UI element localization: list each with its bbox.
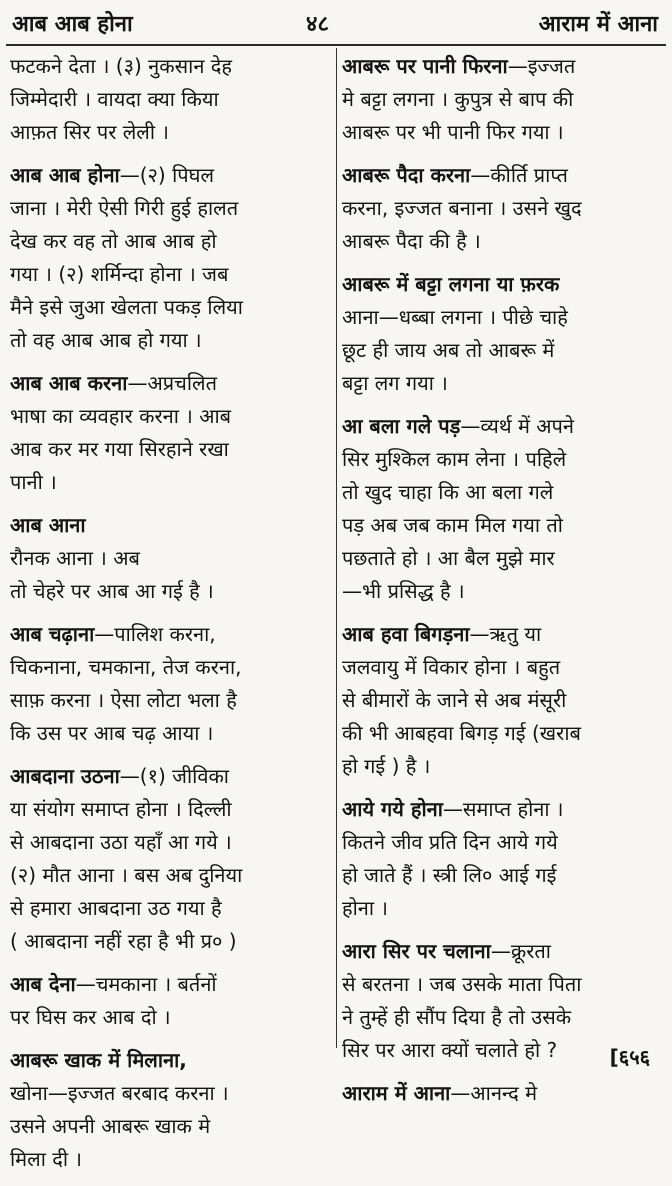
dictionary-entry	[342, 268, 662, 400]
definition-line: से बीमारों के जाने से अब मंसूरी	[342, 688, 567, 712]
definition-line: आबरू पर भी पानी फिर गया ।	[342, 120, 564, 144]
definition-line: से आबदाना उठा यहाँ आ गये ।	[10, 830, 232, 854]
dictionary-entry	[10, 367, 324, 499]
page-number: ४८	[306, 12, 329, 37]
definition-line: से बरतना । जब उसके माता पिता	[342, 972, 582, 996]
definition-line: की भी आबहवा बिगड़ गई (खराब	[342, 721, 581, 745]
right-column	[342, 50, 662, 1120]
definition-line: हो गई ) है ।	[342, 754, 431, 778]
definition-line: तो खुद चाहा कि आ बला गले	[342, 480, 554, 504]
headword: आब आना	[10, 513, 86, 537]
dictionary-entry	[342, 618, 662, 783]
definition-text: —क्रूरता	[490, 939, 551, 963]
definition-line: जाना । मेरी ऐसी गिरी हुई हालत	[10, 196, 239, 220]
entry-first-line	[342, 1077, 662, 1110]
entry-first-line	[342, 159, 662, 192]
definition-text: —पालिश करना,	[94, 622, 216, 646]
column-divider	[336, 48, 337, 1048]
dictionary-entry	[10, 618, 324, 750]
definition-text: —ऋतु या	[469, 622, 542, 646]
definition-line: आब कर मर गया सिरहाने रखा	[10, 437, 229, 461]
definition-line: देख कर वह तो आब आब हो	[10, 229, 217, 253]
definition-line: से हमारा आबदाना उठ गया है	[10, 896, 222, 920]
headword: आबदाना उठना	[10, 764, 120, 788]
definition-text: —समाप्त होना ।	[442, 797, 564, 821]
headword: आबरू पैदा करना	[342, 163, 471, 187]
headword: आ बला गले पड़	[342, 414, 461, 438]
footer-mark: [६५६	[609, 1045, 650, 1069]
entry-first-line	[10, 968, 324, 1001]
definition-line: उसने अपनी आबरू खाक मे	[10, 1114, 211, 1138]
dictionary-entry	[342, 159, 662, 258]
dictionary-entry	[342, 410, 662, 608]
definition-line: हो जाते हैं । स्त्री लि० आई गई	[342, 863, 557, 887]
definition-line: मैने इसे जुआ खेलता पकड़ लिया	[10, 295, 243, 319]
headword: आये गये होना	[342, 797, 443, 821]
entry-first-line	[342, 268, 662, 301]
definition-line: आबरू पैदा की है ।	[342, 229, 481, 253]
header-rule	[6, 44, 666, 46]
entry-first-line	[10, 1044, 324, 1077]
definition-line: ( आबदाना नहीं रहा है भी प्र० )	[10, 929, 237, 953]
definition-line: छूट ही जाय अब तो आबरू में	[342, 338, 555, 362]
definition-line: मे बट्टा लगना । कुपुत्र से बाप की	[342, 87, 574, 111]
definition-line: —भी प्रसिद्ध है ।	[342, 579, 465, 603]
definition-line: मिला दी ।	[10, 1147, 82, 1171]
definition-line: करना, इज्जत बनाना । उसने खुद	[342, 196, 582, 220]
dictionary-entry	[342, 793, 662, 925]
headword: आब देना	[10, 972, 76, 996]
headword: आब आब करना	[10, 371, 128, 395]
definition-line: सिर मुश्किल काम लेना । पहिले	[342, 447, 567, 471]
running-head-right: आराम में आना	[538, 12, 658, 37]
dictionary-entry	[10, 159, 324, 357]
dictionary-entry	[342, 1077, 662, 1110]
definition-line: ने तुम्हें ही सौंप दिया है तो उसके	[342, 1005, 572, 1029]
definition-line: कि उस पर आब चढ़ आया ।	[10, 721, 214, 745]
definition-text: —चमकाना । बर्तनों	[75, 972, 217, 996]
definition-text: —अप्रचलित	[127, 371, 217, 395]
entry-first-line	[342, 50, 662, 83]
definition-line: (२) मौत आना । बस अब दुनिया	[10, 863, 243, 887]
entry-first-line	[342, 618, 662, 651]
left-column	[10, 50, 324, 1186]
definition-line: पड़ अब जब काम मिल गया तो	[342, 513, 563, 537]
definition-line: फटकने देता । (३) नुकसान देह	[10, 54, 233, 78]
headword: आब हवा बिगड़ना	[342, 622, 470, 646]
dictionary-entry	[10, 50, 324, 149]
headword: आब चढ़ाना	[10, 622, 95, 646]
entry-first-line	[10, 509, 324, 542]
definition-line: गया । (२) शर्मिन्दा होना । जब	[10, 262, 229, 286]
headword: आबरू में बट्टा लगना या फ़रक	[342, 272, 560, 296]
definition-line: या संयोग समाप्त होना । दिल्ली	[10, 797, 232, 821]
definition-text: —इज्जत	[507, 54, 576, 78]
definition-line: चिकनाना, चमकाना, तेज करना,	[10, 655, 242, 679]
definition-line: पर घिस कर आब दो ।	[10, 1005, 171, 1029]
definition-line: आना—धब्बा लगना । पीछे चाहे	[342, 305, 568, 329]
dictionary-entry	[10, 760, 324, 958]
dictionary-entry	[10, 509, 324, 608]
definition-line: पानी ।	[10, 470, 57, 494]
definition-line: होना ।	[342, 896, 389, 920]
definition-text: —आनन्द मे	[450, 1081, 538, 1105]
definition-line: सिर पर आरा क्यों चलाते हो ?	[342, 1038, 558, 1062]
entry-first-line	[10, 760, 324, 793]
entry-first-line	[10, 159, 324, 192]
definition-text: —व्यर्थ में अपने	[460, 414, 575, 438]
entry-first-line	[342, 410, 662, 443]
entry-first-line	[342, 935, 662, 968]
headword: आबरू खाक में मिलाना,	[10, 1048, 187, 1072]
definition-line: साफ़ करना । ऐसा लोटा भला है	[10, 688, 237, 712]
definition-line: तो चेहरे पर आब आ गई है ।	[10, 579, 214, 603]
definition-line: खोना—इज्जत बरबाद करना ।	[10, 1081, 229, 1105]
headword: आब आब होना	[10, 163, 120, 187]
definition-line: तो वह आब आब हो गया ।	[10, 328, 202, 352]
definition-text: —(१) जीविका	[119, 764, 229, 788]
definition-line: रौनक आना । अब	[10, 546, 140, 570]
dictionary-entry	[10, 968, 324, 1034]
entry-first-line	[10, 367, 324, 400]
definition-text: —(२) पिघल	[119, 163, 215, 187]
definition-line: कितने जीव प्रति दिन आये गये	[342, 830, 558, 854]
definition-line: जिम्मेदारी । वायदा क्या किया	[10, 87, 219, 111]
definition-line: पछताते हो । आ बैल मुझे मार	[342, 546, 555, 570]
definition-line: बट्टा लग गया ।	[342, 371, 448, 395]
headword: आरा सिर पर चलाना	[342, 939, 491, 963]
entry-first-line	[342, 793, 662, 826]
dictionary-entry	[342, 50, 662, 149]
headword: आबरू पर पानी फिरना	[342, 54, 508, 78]
entry-first-line	[10, 618, 324, 651]
definition-line: आफ़त सिर पर लेली ।	[10, 120, 169, 144]
page-header	[6, 6, 666, 40]
headword: आराम में आना	[342, 1081, 451, 1105]
definition-text: —कीर्ति प्राप्त	[470, 163, 568, 187]
definition-line: भाषा का व्यवहार करना । आब	[10, 404, 232, 428]
dictionary-entry	[10, 1044, 324, 1176]
definition-line: जलवायु में विकार होना । बहुत	[342, 655, 561, 679]
running-head-left: आब आब होना	[12, 12, 133, 37]
